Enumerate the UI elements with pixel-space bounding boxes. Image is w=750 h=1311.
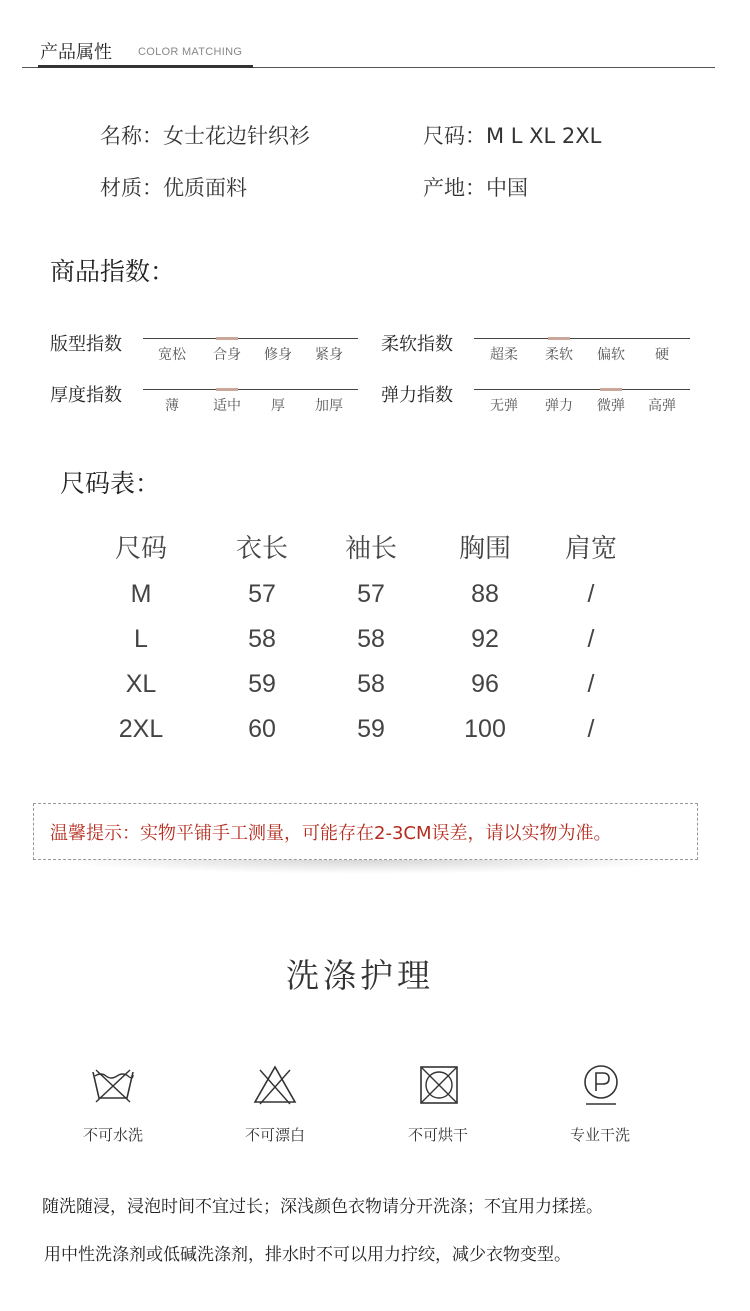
index-option: 厚 — [271, 398, 285, 414]
no-wash-icon — [90, 1062, 136, 1108]
index-option: 宽松 — [158, 347, 186, 363]
size-table-header: 尺码 — [114, 533, 167, 563]
index-option: 薄 — [165, 398, 179, 414]
notice-text: 温馨提示：实物平铺手工测量，可能存在2-3CM误差，请以实物为准。 — [50, 823, 612, 844]
size-table-header: 胸围 — [458, 533, 511, 563]
section-title-product-attributes: 产品属性 — [40, 42, 112, 63]
index-option: 修身 — [264, 347, 292, 363]
care-label-no-wash: 不可水洗 — [82, 1126, 143, 1144]
care-note-2: 用中性洗涤剂或低碱洗涤剂，排水时不可以用力拧绞，减少衣物变型。 — [44, 1245, 571, 1265]
size-table-cell: / — [587, 670, 595, 698]
index-option: 高弹 — [648, 398, 676, 414]
size-table-cell: 88 — [471, 580, 499, 608]
index-selected-marker — [216, 388, 238, 391]
header-divider-accent — [38, 65, 253, 68]
index-option: 无弹 — [490, 398, 518, 414]
index-scale-line — [474, 389, 690, 390]
index-label: 版型指数 — [50, 334, 122, 355]
index-scale-line — [143, 389, 358, 390]
index-option: 硬 — [655, 347, 669, 363]
size-table-header: 袖长 — [344, 533, 397, 563]
notice-shadow — [40, 858, 695, 874]
index-selected-marker — [548, 337, 570, 340]
professional-dry-clean-icon — [578, 1062, 624, 1108]
size-table-cell: XL — [125, 670, 157, 698]
size-table-title: 尺码表： — [60, 469, 161, 498]
size-table-cell: 96 — [471, 670, 499, 698]
index-selected-marker — [600, 388, 622, 391]
size-table-cell: 58 — [248, 625, 276, 653]
no-tumble-dry-icon — [416, 1062, 462, 1108]
care-label-no-bleach: 不可漂白 — [244, 1126, 305, 1144]
section-subtitle: COLOR MATCHING — [138, 46, 243, 58]
attr-material: 材质：优质面料 — [100, 176, 247, 200]
index-option: 加厚 — [315, 398, 343, 414]
index-option: 微弹 — [597, 398, 625, 414]
index-scale-line — [474, 338, 690, 339]
index-option: 偏软 — [597, 347, 625, 363]
index-label: 弹力指数 — [381, 385, 453, 406]
index-option: 弹力 — [545, 398, 573, 414]
index-selected-marker — [216, 337, 238, 340]
size-table-cell: / — [587, 715, 595, 743]
size-table-cell: 59 — [357, 715, 385, 743]
size-table-cell: M — [130, 580, 152, 608]
size-table-cell: 57 — [357, 580, 385, 608]
index-scale-line — [143, 338, 358, 339]
size-table-cell: 100 — [464, 715, 506, 743]
care-label-dry-clean: 专业干洗 — [569, 1126, 630, 1144]
index-option: 适中 — [213, 398, 241, 414]
size-table-cell: / — [587, 625, 595, 653]
care-label-no-tumble-dry: 不可烘干 — [407, 1126, 468, 1144]
size-table-cell: 57 — [248, 580, 276, 608]
size-table-cell: 92 — [471, 625, 499, 653]
size-table-cell: / — [587, 580, 595, 608]
size-table-cell: 58 — [357, 625, 385, 653]
index-option: 柔软 — [545, 347, 573, 363]
no-bleach-icon — [252, 1062, 298, 1108]
index-label: 厚度指数 — [50, 385, 122, 406]
index-title: 商品指数： — [50, 257, 176, 286]
attr-origin: 产地：中国 — [423, 176, 528, 200]
care-note-1: 随洗随浸，浸泡时间不宜过长；深浅颜色衣物请分开洗涤；不宜用力揉搓。 — [42, 1197, 603, 1217]
index-option: 超柔 — [490, 347, 518, 363]
size-table-header: 衣长 — [235, 533, 288, 563]
size-table-header: 肩宽 — [564, 533, 617, 563]
index-option: 合身 — [213, 347, 241, 363]
size-table-cell: 59 — [248, 670, 276, 698]
index-label: 柔软指数 — [381, 334, 453, 355]
care-title: 洗涤护理 — [286, 956, 434, 995]
size-table-cell: 2XL — [118, 715, 164, 743]
attr-name: 名称：女士花边针织衫 — [100, 124, 310, 148]
index-option: 紧身 — [315, 347, 343, 363]
size-table-cell: 60 — [248, 715, 276, 743]
attr-size: 尺码：M L XL 2XL — [423, 124, 602, 148]
size-table-cell: L — [134, 625, 148, 653]
size-table-cell: 58 — [357, 670, 385, 698]
